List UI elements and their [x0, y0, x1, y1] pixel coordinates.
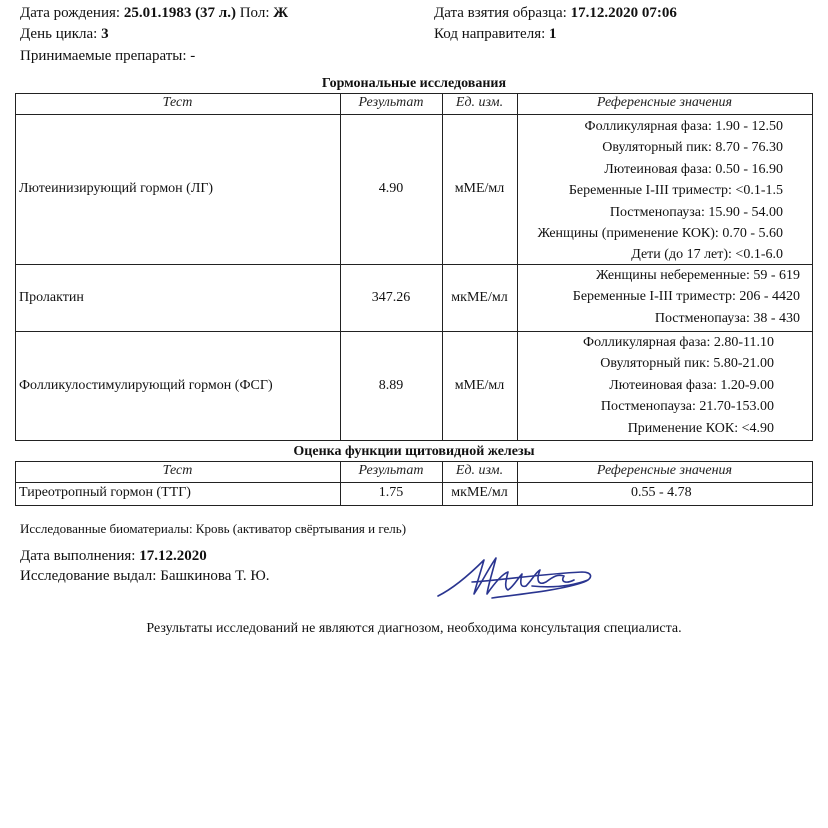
referrer-code-value: 1 — [549, 26, 557, 42]
reference-list-fsh — [517, 332, 774, 439]
hormonal-section-title: Гормональные исследования — [321, 76, 507, 91]
issued-label: Исследование выдал: — [20, 568, 157, 584]
column-header-reference: Референсные значения — [596, 463, 733, 478]
unit-fsh: мМЕ/мл — [454, 378, 505, 393]
reference-value: Постменопауза: 15.90 - 54.00 — [609, 204, 783, 220]
medications-value: - — [190, 48, 196, 64]
reference-value: Фолликулярная фаза: 2.80-11.10 — [583, 335, 774, 350]
test-name-lh: Лютеинизирующий гормон (ЛГ) — [19, 181, 214, 196]
reference-value: Фолликулярная фаза: 1.90 - 12.50 — [584, 119, 783, 134]
reference-value: Применение КОК: <4.90 — [627, 420, 774, 436]
sex-label: Пол: — [239, 5, 270, 21]
column-header-test: Тест — [162, 95, 193, 110]
thyroid-section-title: Оценка функции щитовидной железы — [293, 444, 535, 459]
medications-line — [20, 48, 195, 65]
cycle-day-line — [20, 26, 109, 43]
result-tsh: 1.75 — [378, 485, 404, 500]
reference-list-prolactin — [517, 265, 800, 329]
table-border — [812, 461, 813, 506]
issued-value: Башкинова Т. Ю. — [160, 568, 270, 584]
column-header-unit: Ед. изм. — [455, 95, 504, 110]
unit-prolactin: мкМЕ/мл — [451, 290, 508, 305]
reference-value: Лютеиновая фаза: 1.20-9.00 — [609, 377, 774, 393]
test-name-fsh: Фолликулостимулирующий гормон (ФСГ) — [19, 378, 273, 393]
dob-label: Дата рождения: — [20, 5, 121, 21]
reference-value: Овуляторный пик: 8.70 - 76.30 — [602, 140, 783, 156]
test-name-prolactin: Пролактин — [19, 290, 84, 305]
reference-value: Женщины небеременные: 59 - 619 — [595, 268, 800, 283]
reference-value-tsh: 0.55 - 4.78 — [631, 485, 692, 500]
test-name-tsh: Тиреотропный гормон (ТТГ) — [19, 485, 191, 500]
referrer-code-label: Код направителя: — [434, 26, 546, 42]
table-border — [15, 505, 813, 506]
table-border — [15, 440, 813, 441]
completion-date-line — [20, 548, 207, 565]
sample-date-value: 17.12.2020 07:06 — [570, 5, 677, 21]
result-lh: 4.90 — [378, 181, 404, 196]
result-prolactin: 347.26 — [371, 290, 411, 305]
column-header-result: Результат — [358, 463, 424, 478]
reference-value: Постменопауза: 38 - 430 — [654, 310, 800, 326]
table-border — [812, 93, 813, 441]
table-border — [15, 93, 813, 94]
biomaterials-note: Исследованные биоматериалы: Кровь (активатор свёртывания и гель) — [20, 521, 407, 536]
reference-value: Овуляторный пик: 5.80-21.00 — [600, 356, 774, 372]
cycle-day-label: День цикла: — [20, 26, 98, 42]
referrer-code-line — [434, 26, 557, 43]
reference-value: Беременные I-III триместр: 206 - 4420 — [572, 289, 800, 305]
sample-date-line — [434, 5, 677, 22]
table-border — [15, 93, 16, 441]
dob-value: 25.01.1983 (37 л.) — [123, 5, 236, 21]
dob-line — [20, 5, 288, 22]
issued-by-line — [20, 568, 270, 585]
reference-value: Лютеиновая фаза: 0.50 - 16.90 — [604, 161, 783, 177]
signature-image — [432, 552, 600, 606]
table-border — [15, 461, 813, 462]
result-fsh: 8.89 — [378, 378, 404, 393]
column-header-reference: Референсные значения — [596, 95, 733, 110]
reference-list-lh — [517, 116, 783, 266]
unit-lh: мМЕ/мл — [454, 181, 505, 196]
medications-label: Принимаемые препараты: — [20, 48, 187, 64]
completion-label: Дата выполнения: — [20, 548, 136, 564]
sample-date-label: Дата взятия образца: — [434, 5, 567, 21]
reference-value: Дети (до 17 лет): <0.1-6.0 — [631, 247, 783, 263]
column-header-unit: Ед. изм. — [455, 463, 504, 478]
cycle-day-value: 3 — [101, 26, 109, 42]
table-border — [15, 482, 813, 483]
reference-value: Постменопауза: 21.70-153.00 — [600, 399, 774, 415]
unit-tsh: мкМЕ/мл — [451, 485, 508, 500]
column-header-result: Результат — [358, 95, 424, 110]
column-header-test: Тест — [162, 463, 193, 478]
reference-value: Беременные I-III триместр: <0.1-1.5 — [568, 183, 783, 199]
sex-value: Ж — [273, 5, 289, 21]
table-border — [15, 114, 813, 115]
reference-value: Женщины (применение КОК): 0.70 - 5.60 — [537, 226, 783, 242]
completion-value: 17.12.2020 — [139, 548, 207, 564]
disclaimer: Результаты исследований не являются диагнозом, необходима консультация специалиста. — [146, 621, 682, 636]
